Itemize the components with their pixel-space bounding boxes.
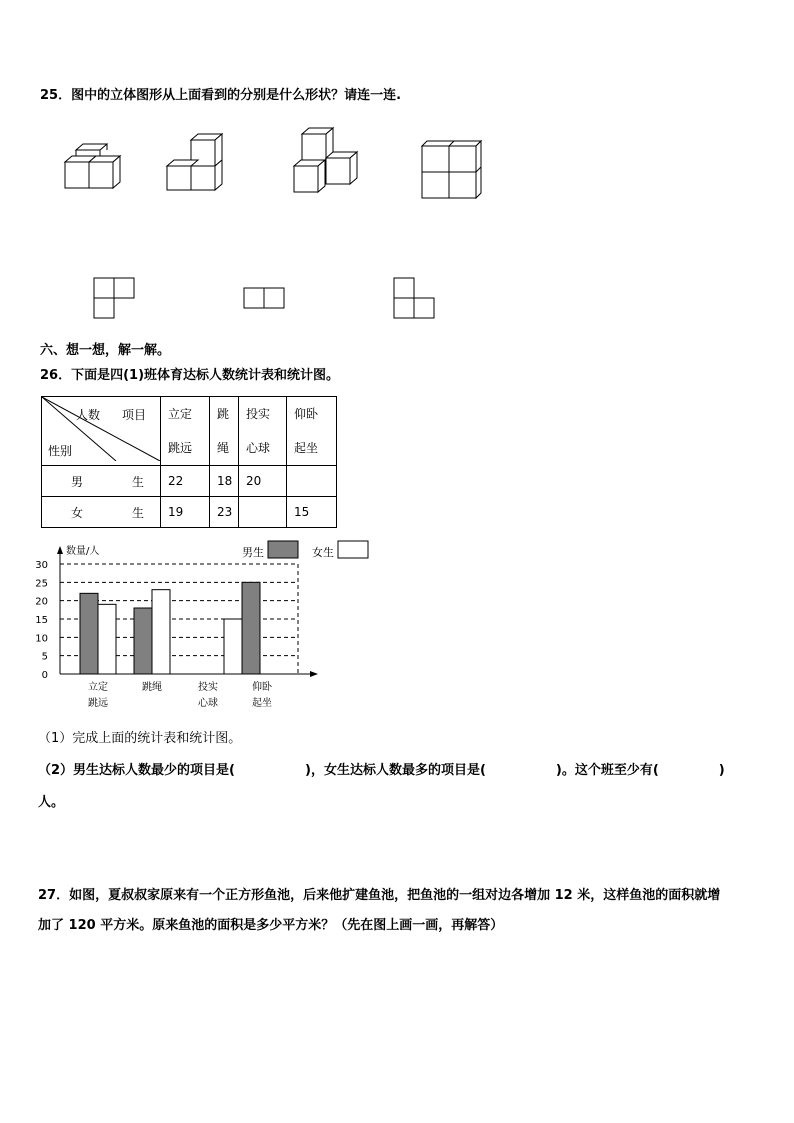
top-view-shape-1 [93, 277, 137, 319]
bar [152, 590, 170, 674]
x-tick-label: 仰卧 [252, 682, 272, 693]
table-cell-blank[interactable] [239, 497, 287, 528]
table-row [42, 497, 337, 528]
solid-figure-1 [60, 140, 130, 195]
legend-swatch [338, 541, 368, 558]
y-tick-label: 15 [35, 615, 48, 626]
x-tick-label: 跳远 [88, 698, 108, 709]
x-axis-arrow [310, 671, 318, 677]
table-cell: 18 [210, 466, 239, 497]
table-cell-blank[interactable] [287, 466, 337, 497]
corner-label-item: 项目 [122, 408, 147, 422]
solid-figure-3 [290, 124, 360, 196]
bar [134, 608, 152, 674]
x-tick-label: 跳绳 [142, 682, 162, 693]
table-cell: 22 [161, 466, 210, 497]
x-tick-label: 投实 [198, 682, 218, 693]
q27-line1: 27．如图，夏叔叔家原来有一个正方形鱼池，后来他扩建鱼池，把鱼池的一组对边各增加 12 米，这样鱼池的面积就增 [38, 888, 721, 903]
legend-label: 女生 [312, 546, 334, 559]
q25-title: 25．图中的立体图形从上面看到的分别是什么形状？请连一连. [40, 88, 402, 103]
legend-swatch [268, 541, 298, 558]
q26-sub2-text-d: ) [718, 763, 725, 778]
legend-label: 男生 [242, 546, 264, 559]
section-6-title: 六、想一想，解一解。 [40, 343, 171, 358]
y-tick-label: 30 [35, 560, 48, 571]
table-header-row [42, 397, 337, 466]
corner-label-gender: 性别 [48, 444, 73, 458]
top-view-shape-3 [393, 277, 437, 319]
corner-label-count: 人数 [76, 408, 101, 422]
q26-sub2-text-a: （2）男生达标人数最少的项目是( [38, 763, 235, 778]
y-tick-label: 5 [41, 651, 48, 663]
q26-sub2 [38, 759, 758, 778]
column-header: 仰卧 起坐 [287, 397, 337, 466]
row-label-girls: 女 生 [42, 497, 161, 528]
table-cell: 15 [287, 497, 337, 528]
bar [242, 582, 260, 674]
column-header: 投实 心球 [239, 397, 287, 466]
table-row [42, 466, 337, 497]
q26-sub2-text-c: )。这个班至少有( [555, 763, 659, 778]
table-cell: 19 [161, 497, 210, 528]
bar-chart [30, 536, 380, 716]
y-tick-label: 25 [35, 578, 48, 590]
solid-figure-4 [418, 136, 486, 202]
column-header: 立定 跳远 [161, 397, 210, 466]
table-cell: 20 [239, 466, 287, 497]
row-label-boys: 男 生 [42, 466, 161, 497]
y-axis-label: 数量/人 [66, 546, 100, 557]
top-view-shape-2 [243, 287, 287, 311]
y-axis-arrow [57, 546, 63, 554]
x-tick-label: 立定 [88, 682, 108, 693]
bar [98, 604, 116, 674]
y-tick-label: 20 [35, 596, 48, 608]
q26-sub1: （1）完成上面的统计表和统计图。 [38, 731, 242, 746]
q26-title: 26．下面是四(1)班体育达标人数统计表和统计图。 [40, 368, 340, 383]
q26-sub2-text-b: )，女生达标人数最多的项目是( [305, 763, 486, 778]
x-tick-label: 心球 [198, 698, 218, 709]
table-corner-cell [42, 397, 161, 466]
q27-line2: 加了 120 平方米。原来鱼池的面积是多少平方米？（先在图上画一画，再解答） [38, 918, 504, 933]
bar [224, 619, 242, 674]
column-header: 跳 绳 [210, 397, 239, 466]
x-tick-label: 起坐 [252, 698, 272, 709]
y-tick-label: 0 [41, 670, 48, 681]
y-tick-label: 10 [35, 633, 48, 645]
table-cell: 23 [210, 497, 239, 528]
statistics-table [41, 396, 337, 528]
q26-sub2-tail: 人。 [38, 795, 65, 810]
bar [80, 593, 98, 674]
solid-figure-2 [163, 130, 228, 195]
